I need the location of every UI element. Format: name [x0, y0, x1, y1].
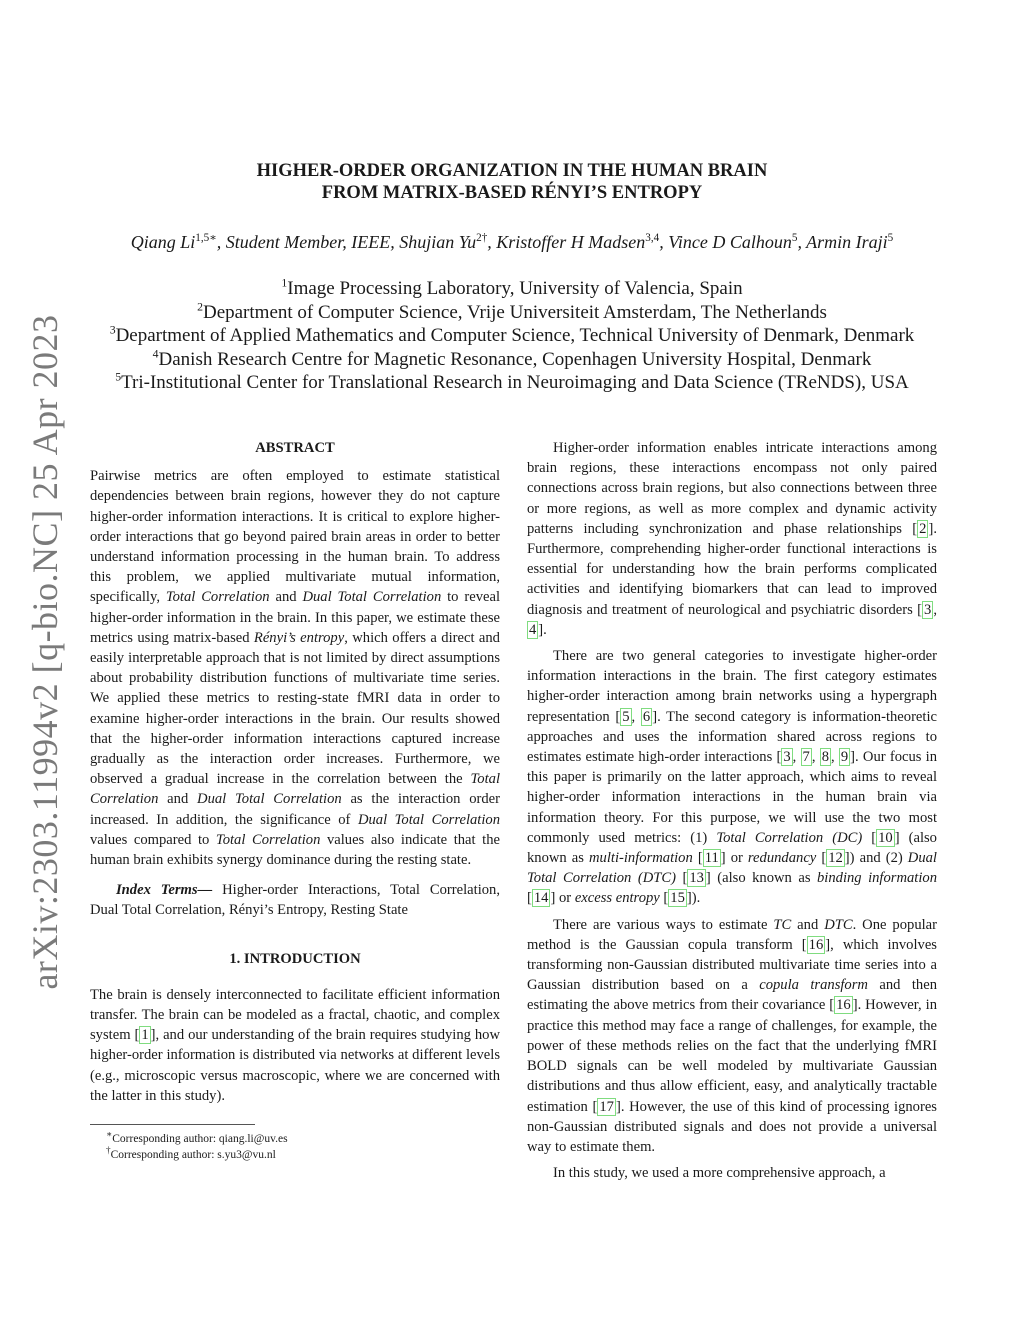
text-run: and: [791, 916, 825, 933]
paper-title: [0, 160, 1024, 204]
affiliation-text: Image Processing Laboratory, University of Valencia, Spain: [287, 278, 743, 299]
affiliation-number: 4: [152, 347, 159, 361]
author-separator: ,: [487, 232, 497, 252]
author-superscript: 5: [791, 232, 798, 244]
footnote: [90, 1147, 500, 1163]
italic-term: DTC: [824, 916, 853, 933]
citation-link[interactable]: 10: [878, 829, 893, 846]
italic-term: Rényi’s entropy: [253, 629, 345, 646]
affiliation: [60, 348, 964, 372]
text-run: (also known as: [710, 870, 817, 887]
paragraph: There are various ways to estimate TC and DTC. One popular method is the Gaussian copula transform [ 16 ], which involves transforming non-Gaussian distributed multivariate time series into a Gaussian distribution based on a copula transform and then estimating the above metrics from their covariance [ 16 ]. However, in practice this method may face a range of challenges, for example, the power of these methods relies on the fact that the underlying fMRI BOLD signals can be well modeled by multivariate Gaussian distributions and thus allow efficient, easy, and analytically tractable estimation [ 17 ]. However, the use of this kind of processing ignores non-Gaussian distributed signals and does not provide a universal way to estimate them.: [527, 916, 938, 1155]
italic-term: Dual Total Correlation (DTC): [527, 850, 937, 887]
italic-term: multi-information: [589, 850, 693, 867]
arxiv-identifier: arXiv:2303.11994v2 [q-bio.NC] 25 Apr 2023: [25, 314, 65, 990]
author-name: Kristoffer H Madsen: [496, 232, 646, 252]
text-run: as the interaction order increased. In addition, the significance of: [90, 791, 500, 828]
citation-link[interactable]: 7: [802, 749, 810, 766]
text-run: values also indicate that the human brain exhibits synergy dominance during the resting state.: [90, 831, 500, 869]
footnote-mark: ∗: [106, 1129, 113, 1140]
italic-term: copula transform: [759, 977, 868, 994]
affiliation-text: Department of Computer Science, Vrije Universiteit Amsterdam, The Netherlands: [202, 301, 827, 323]
italic-term: Dual Total Correlation: [357, 811, 501, 828]
text-run: The brain is densely interconnected to facilitate efficient information transfer. The brain can be modeled as a fractal, chaotic, and complex system: [90, 986, 500, 1044]
text-run: Pairwise metrics are often employed to estimate statistical dependencies between brain regions, however they do not capture higher-order information interactions. It is critical to explore higher-order interactions that go beyond paired brain areas in order to better understand information processing in the human brain. To address this problem, we applied multivariate mutual information, specifically,: [90, 468, 500, 606]
citation-link[interactable]: 17: [599, 1098, 614, 1115]
author-superscript: 5: [887, 232, 894, 244]
abstract-heading: ABSTRACT: [255, 440, 335, 456]
citation-link[interactable]: 8: [821, 749, 829, 766]
index-terms: [90, 880, 500, 920]
author-superscript: 1,5∗: [195, 232, 217, 244]
text-run: . One popular method is the Gaussian copula transform: [527, 916, 938, 953]
citation-link[interactable]: 15: [670, 890, 685, 907]
citation-link[interactable]: 14: [533, 890, 549, 907]
author-separator: , Student Member, IEEE,: [216, 232, 400, 252]
text-run: values compared to: [90, 831, 216, 848]
affiliation-list: [60, 277, 964, 395]
italic-term: Dual Total Correlation: [197, 791, 342, 808]
title-line-1: HIGHER-ORDER ORGANIZATION IN THE HUMAN BRAIN: [256, 161, 768, 181]
text-run: and: [158, 791, 198, 808]
text-run: . However, the use of this kind of processing ignores non-Gaussian distributed signals and does not provide a universal way to estimate them.: [527, 1098, 937, 1155]
italic-term: Total Correlation: [165, 589, 270, 606]
abstract-text: [90, 466, 500, 870]
affiliation-text: Danish Research Centre for Magnetic Resonance, Copenhagen University Hospital, Denmark: [158, 348, 872, 370]
text-run: .: [543, 621, 547, 638]
footnote-mark: †: [106, 1145, 111, 1156]
citation-link[interactable]: 2: [919, 520, 927, 537]
footnote-divider: [90, 1124, 255, 1125]
citation-link[interactable]: 5: [622, 708, 630, 725]
italic-term: binding information: [817, 870, 938, 887]
affiliation-number: 1: [281, 276, 288, 290]
text-run: . Furthermore, comprehending higher-order functional interactions is essential for understanding how the brain performs complicated activities and identifying biomarkers that can lead to improved diagnosis and treatment of neurological and psychiatric disorders: [527, 520, 937, 618]
footnote-text: Corresponding author: s.yu3@vu.nl: [110, 1149, 276, 1162]
text-run: , which involves transforming non-Gaussian distributed multivariate time series into a Gaussian distribution based on a: [527, 936, 937, 994]
affiliation-text: Tri-Institutional Center for Translational Research in Neuroimaging and Data Science (TReNDS), USA: [121, 372, 909, 393]
italic-term: Total Correlation: [215, 831, 321, 848]
introduction-heading: 1. INTRODUCTION: [229, 950, 361, 967]
right-column: [527, 438, 937, 1183]
text-run: In this study, we used a more comprehensive approach, a: [553, 1165, 886, 1182]
author-name: Vince D Calhoun: [668, 232, 792, 252]
citation-link[interactable]: 4: [529, 621, 537, 638]
author-superscript: 2†: [476, 232, 488, 244]
italic-term: Total Correlation: [90, 771, 500, 808]
index-terms-label: Index Terms—: [116, 882, 213, 899]
text-run: to reveal higher-order information in the brain. In this paper, we estimate these metrics using matrix-based: [90, 589, 501, 646]
paragraph: Higher-order information enables intricate interactions among brain regions, these interactions encompass not only paired connections across brain regions, but also connections between three or more regions, as well as more complex and dynamic activity patterns including synchronization and phase relationships [ 2 ]. Furthermore, comprehending higher-order functional interactions is essential for understanding how the brain performs complicated activities and identifying biomarkers that can lead to improved diagnosis and treatment of neurological and psychiatric disorders [ 3 , 4 ].: [527, 440, 937, 638]
affiliation: [60, 301, 964, 325]
italic-term: TC: [773, 916, 792, 933]
author-name: Shujian Yu: [399, 232, 477, 252]
text-run: . The second category is information-theoretic approaches and uses the information shared across regions to estimates estimate high-order interactions: [527, 708, 938, 766]
citation-link[interactable]: 6: [642, 708, 651, 725]
footnote-text: Corresponding author: qiang.li@uv.es: [112, 1133, 288, 1146]
text-run: ).: [691, 890, 701, 907]
citation-link[interactable]: 1: [141, 1027, 149, 1044]
citation-link[interactable]: 3: [783, 749, 791, 766]
italic-term: Dual Total Correlation: [302, 589, 442, 606]
italic-term: Total Correlation (DC): [716, 829, 863, 846]
affiliation: [60, 277, 964, 301]
left-column: [90, 438, 500, 1163]
italic-term: excess entropy: [574, 890, 660, 907]
title-line-2: FROM MATRIX-BASED RÉNYI’S ENTROPY: [321, 183, 703, 203]
text-run: ) and (2): [849, 850, 908, 867]
author-list: [60, 232, 964, 253]
author-separator: ,: [797, 232, 807, 252]
citation-link[interactable]: 9: [840, 749, 849, 766]
affiliation-number: 2: [197, 300, 203, 314]
text-run: or: [555, 890, 575, 907]
citation-link[interactable]: 13: [689, 870, 704, 887]
citation-link[interactable]: 16: [836, 997, 851, 1014]
italic-term: redundancy: [747, 850, 817, 867]
text-run: or: [725, 850, 748, 867]
text-run: . However, in practice this method may face a range of challenges, for example, the power of these methods relies on the fact that the underlying fMRI BOLD signals can be well modeled by multivariate Gaussian distributions and thus allow efficient, easy, and analytically tractable estimation: [527, 997, 937, 1115]
citation-link[interactable]: 12: [828, 850, 843, 867]
affiliation-number: 3: [109, 323, 116, 337]
text-run: (also known as: [527, 829, 937, 867]
footnote: [90, 1131, 500, 1147]
text-run: and then estimating the above metrics from their covariance: [527, 977, 937, 1014]
text-run: . Our focus in this paper is primarily on the latter approach, which aims to reveal higher-order information interactions in the human brain via information theory. For this purpose, we will use the two most commonly used metrics: (1): [527, 749, 938, 846]
affiliation: [60, 324, 964, 348]
text-run: , and our understanding of the brain requires studying how higher-order information is distributed via networks at different levels (e.g., microscopic versus macroscopic, where we are concerned with the latter in this study).: [90, 1027, 501, 1104]
introduction-text: The brain is densely interconnected to facilitate efficient information transfer. The brain can be modeled as a fractal, chaotic, and complex system [ 1 ], and our understanding of the brain requires studying how higher-order information is distributed via networks at different levels (e.g., microscopic versus macroscopic, where we are concerned with the latter in this study).: [90, 986, 501, 1104]
index-terms-text: Higher-order Interactions, Total Correlation, Dual Total Correlation, Rényi’s Entropy, Resting State: [90, 882, 500, 919]
text-run: There are various ways to estimate: [553, 916, 774, 933]
text-run: , which offers a direct and easily interpretable approach that is not limited by direct assumptions about probability distribution functions of multivariate time series. We applied these metrics to resting-state fMRI data in order to examine higher-order interactions in the brain. Our results showed that the higher-order information interactions captured increase gradually as the interaction order increases. Furthermore, we observed a gradual increase in the correlation between the: [90, 629, 500, 788]
paragraph: [527, 1163, 937, 1183]
author-name: Armin Iraji: [806, 232, 888, 252]
affiliation-text: Department of Applied Mathematics and Computer Science, Technical University of Denmark, Denmark: [115, 325, 915, 346]
text-run: Higher-order information enables intricate interactions among brain regions, these interactions encompass not only paired connections across brain regions, but also connections between three or more regions, as well as more complex and dynamic activity patterns including synchronization and phase relationships: [527, 440, 937, 537]
citation-link[interactable]: 11: [704, 850, 719, 867]
citation-link[interactable]: 16: [808, 936, 824, 953]
text-run: There are two general categories to investigate higher-order information interactions in the brain. The first category estimates higher-order interaction among brain networks using a hypergraph representation: [527, 648, 937, 725]
affiliation: [60, 371, 964, 395]
author-separator: ,: [659, 232, 669, 252]
text-run: and: [269, 589, 303, 606]
citation-link[interactable]: 3: [924, 601, 932, 618]
affiliation-number: 5: [115, 370, 122, 384]
author-name: Qiang Li: [130, 232, 196, 252]
author-superscript: 3,4: [645, 232, 660, 244]
paragraph: There are two general categories to investigate higher-order information interactions in the brain. The first category estimates higher-order interaction among brain networks using a hypergraph representation [ 5 , 6 ]. The second category is information-theoretic approaches and uses the information shared across regions to estimates estimate high-order interactions [ 3 , 7 , 8 , 9 ]. Our focus in this paper is primarily on the latter approach, which aims to reveal higher-order information interactions in the human brain via information theory. For this purpose, we will use the two most commonly used metrics: (1) Total Correlation (DC) [ 10 ] (also known as multi-information [ 11 ] or redundancy [ 12 ]) and (2) Dual Total Correlation (DTC) [ 13 ] (also known as binding information [ 14 ] or excess entropy [ 15 ]).: [527, 648, 938, 907]
